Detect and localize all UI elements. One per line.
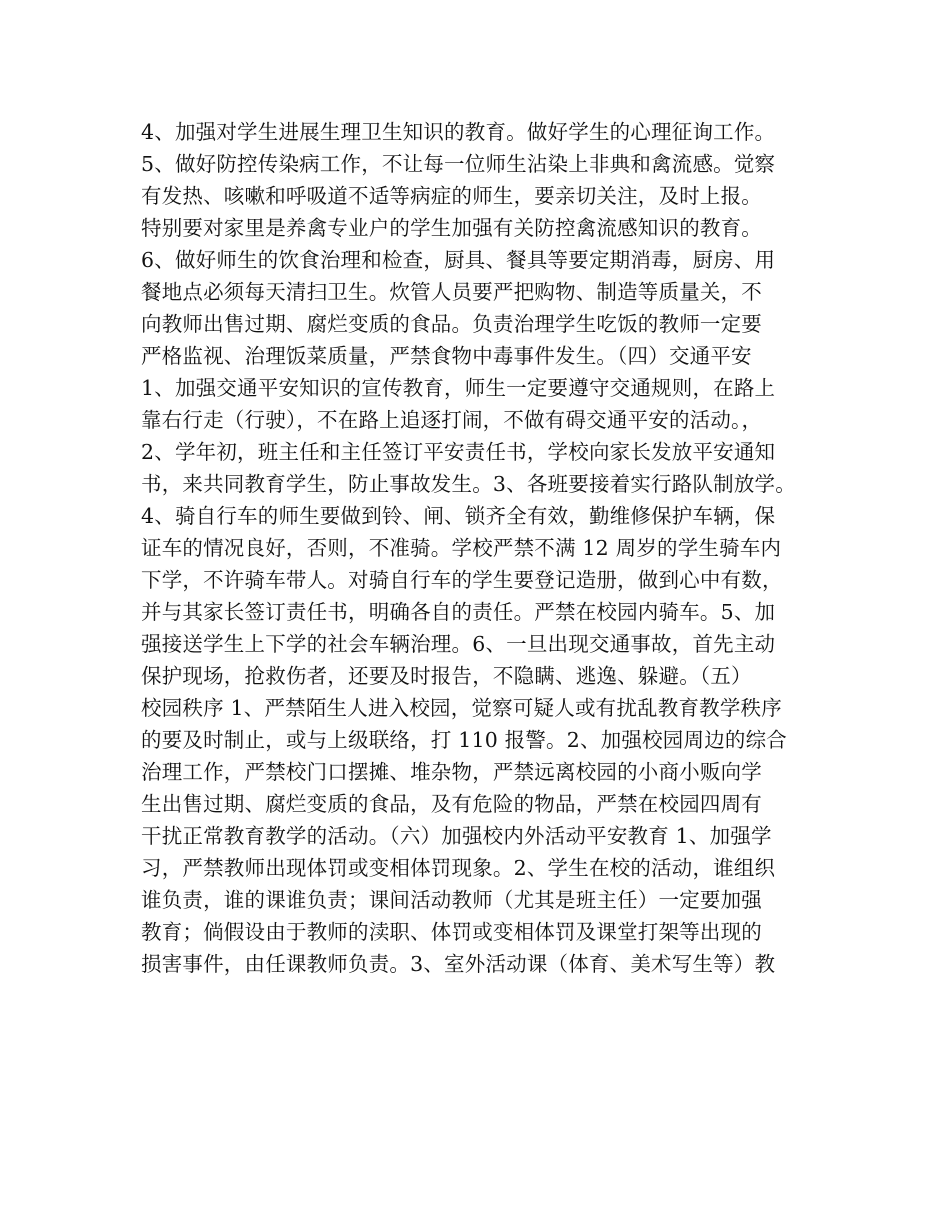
text-line: 4、加强对学生进展生理卫生知识的教育。做好学生的心理征询工作。 — [141, 120, 776, 144]
text-line: 餐地点必须每天清扫卫生。炊管人员要严把购物、制造等质量关，不 — [141, 280, 762, 304]
text-line: 生出售过期、腐烂变质的食品，及有危险的物品，严禁在校园四周有 — [141, 792, 762, 816]
text-line: 1、加强交通平安知识的宣传教育，师生一定要遵守交通规则，在路上 — [141, 376, 776, 400]
text-line: 有发热、咳嗽和呼吸道不适等病症的师生，要亲切关注，及时上报。 — [141, 184, 762, 208]
body-text — [141, 116, 831, 980]
text-line: 干扰正常教育教学的活动。（六）加强校内外活动平安教育 1、加强学 — [141, 824, 772, 848]
text-line: 2、学年初，班主任和主任签订平安责任书，学校向家长发放平安通知 — [141, 440, 776, 464]
text-line: 的要及时制止，或与上级联络，打 110 报警。2、加强校园周边的综合 — [141, 728, 788, 752]
text-line: 治理工作，严禁校门口摆摊、堆杂物，严禁远离校园的小商小贩向学 — [141, 760, 762, 784]
text-line: 靠右行走（行驶），不在路上追逐打闹，不做有碍交通平安的活动。， — [141, 408, 763, 432]
text-line: 下学，不许骑车带人。对骑自行车的学生要登记造册，做到心中有数， — [141, 568, 783, 592]
text-line: 教育；倘假设由于教师的渎职、体罚或变相体罚及课堂打架等出现的 — [141, 920, 762, 944]
text-line: 谁负责，谁的课谁负责；课间活动教师（尤其是班主任）一定要加强 — [141, 888, 762, 912]
text-line: 严格监视、治理饭菜质量，严禁食物中毒事件发生。（四）交通平安 — [141, 344, 752, 368]
text-line: 5、做好防控传染病工作，不让每一位师生沾染上非典和禽流感。觉察 — [141, 152, 776, 176]
text-line: 强接送学生上下学的社会车辆治理。6、一旦出现交通事故，首先主动 — [141, 632, 776, 656]
text-line: 并与其家长签订责任书，明确各自的责任。严禁在校园内骑车。5、加 — [141, 600, 776, 624]
text-line: 6、做好师生的饮食治理和检查，厨具、餐具等要定期消毒，厨房、用 — [141, 248, 776, 272]
text-line: 特别要对家里是养禽专业户的学生加强有关防控禽流感知识的教育。 — [141, 216, 762, 240]
text-line: 校园秩序 1、严禁陌生人进入校园，觉察可疑人或有扰乱教育教学秩序 — [141, 696, 782, 720]
text-line: 证车的情况良好，否则，不准骑。学校严禁不满 12 周岁的学生骑车内 — [141, 536, 782, 560]
text-line: 损害事件，由任课教师负责。3、室外活动课（体育、美术写生等）教 — [141, 952, 776, 976]
text-line: 向教师出售过期、腐烂变质的食品。负责治理学生吃饭的教师一定要 — [141, 312, 762, 336]
text-line: 保护现场，抢救伤者，还要及时报告，不隐瞒、逃逸、躲避。（五） — [141, 664, 752, 688]
text-line: 4、骑自行车的师生要做到铃、闸、锁齐全有效，勤维修保护车辆，保 — [141, 504, 776, 528]
text-line: 习，严禁教师出现体罚或变相体罚现象。2、学生在校的活动，谁组织 — [141, 856, 776, 880]
text-line: 书，来共同教育学生，防止事故发生。3、各班要接着实行路队制放学。 — [141, 472, 796, 496]
